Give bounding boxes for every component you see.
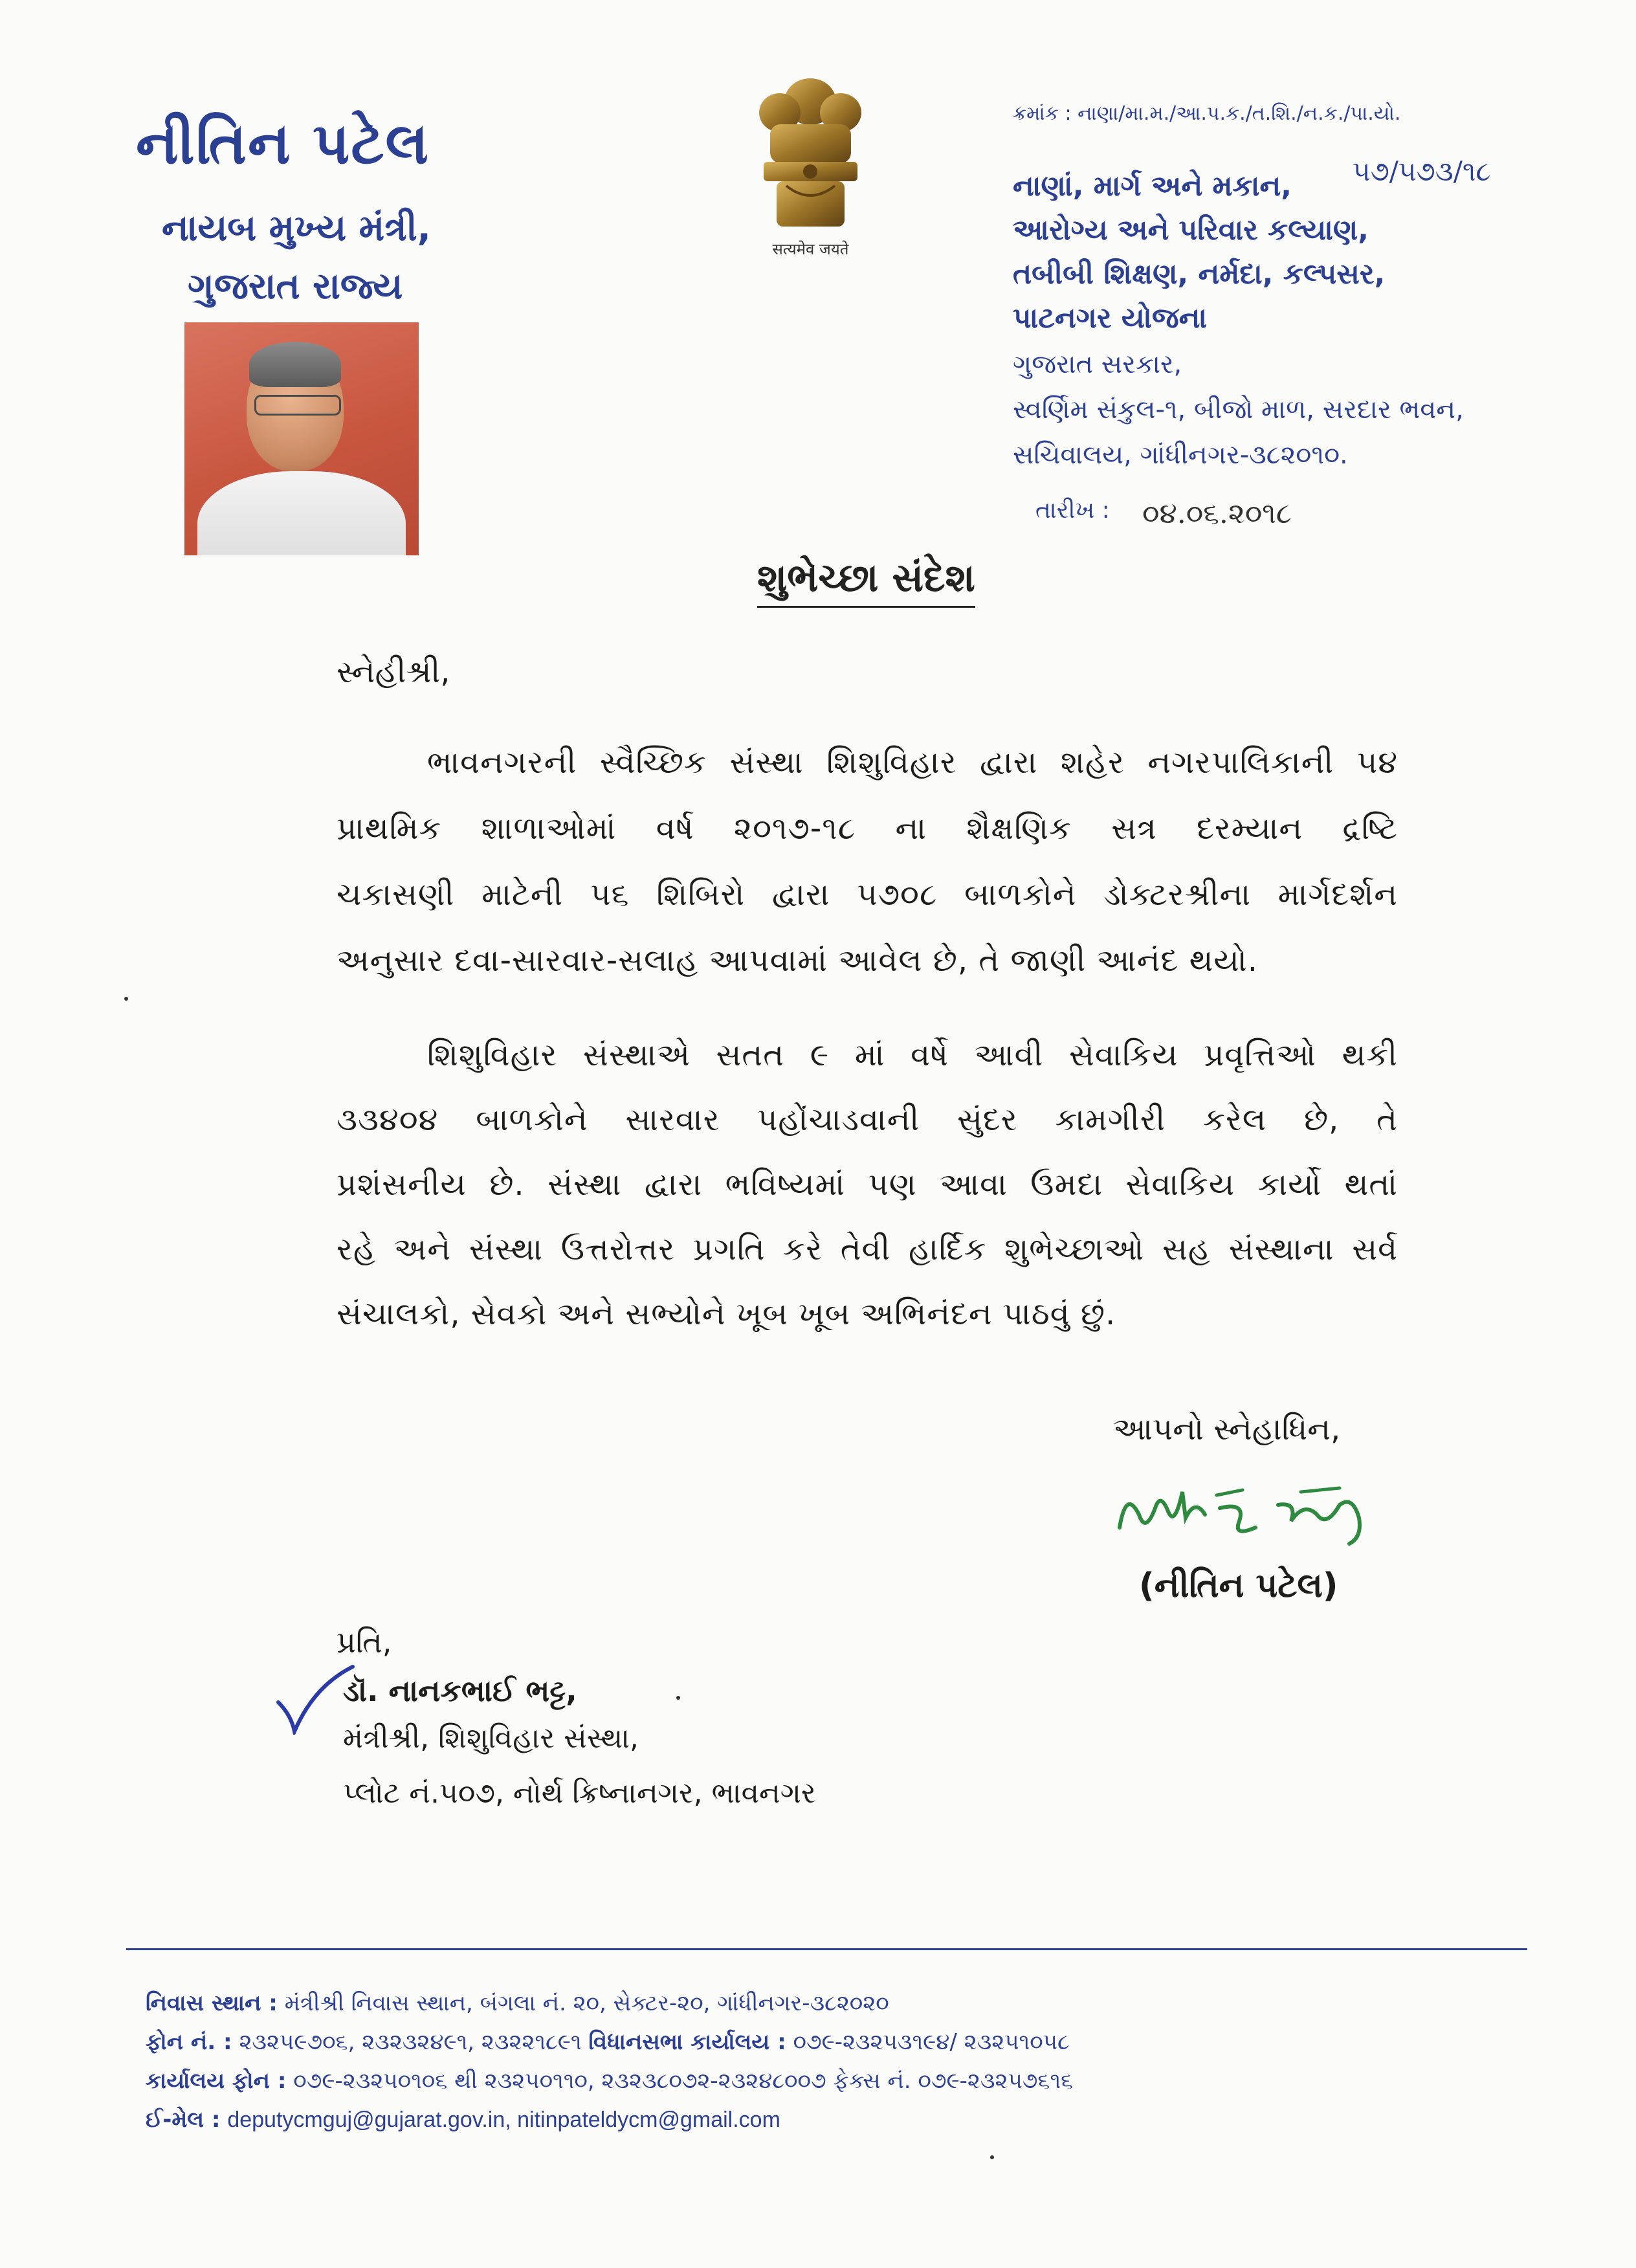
signature-icon <box>1107 1469 1404 1553</box>
recipient-name: ડૉ. નાનકભાઈ ભટ્ટ, <box>343 1673 577 1708</box>
footer-office-phone <box>146 2068 1073 2094</box>
reference-line: ક્રમાંક : નાણા/મા.મ./આ.પ.ક./ત.શિ./ન.ક./પા.યો. <box>1013 102 1401 125</box>
footer-email <box>146 2107 780 2133</box>
date-label: તારીખ : <box>1035 497 1110 524</box>
date-value: ૦૪.૦૬.૨૦૧૮ <box>1142 497 1292 530</box>
footer-value: મંત્રીશ્રી નિવાસ સ્થાન, બંગલા નં. ૨૦, સેક્ટર-૨૦, ગાંધીનગર-૩૮૨૦૨૦ <box>284 1990 889 2016</box>
minister-state: ગુજરાત રાજ્ય <box>188 265 403 307</box>
footer-value: ૦૭૯-૨૩૨૫૩૧૯૪/ ૨૩૨૫૧૦૫૮ <box>793 2029 1070 2055</box>
paragraph-line: પ્રશંસનીય છે. સંસ્થા દ્વારા ભવિષ્યમાં પણ આવા ઉમદા સેવાકિય કાર્યો થતાં <box>337 1166 1398 1203</box>
letter-subject: શુભેચ્છા સંદેશ <box>757 555 975 608</box>
footer-divider <box>126 1948 1527 1950</box>
paragraph-line: શિશુવિહાર સંસ્થાએ સતત ૯ માં વર્ષે આવી સેવાકિય પ્રવૃત્તિઓ થકી <box>427 1037 1398 1073</box>
closing: આપનો સ્નેહાધિન, <box>1113 1411 1341 1447</box>
footer-phone <box>146 2029 1070 2055</box>
footer-email-value[interactable]: deputycmguj@gujarat.gov.in, nitinpateldycm@gmail.com <box>227 2107 780 2132</box>
department-line: પાટનગર યોજના <box>1013 302 1208 335</box>
paragraph-line: ચકાસણી માટેની ૫૬ શિબિરો દ્વારા ૫૭૦૮ બાળકોને ડોક્ટરશ્રીના માર્ગદર્શન <box>337 876 1398 913</box>
paragraph-line: સંચાલકો, સેવકો અને સભ્યોને ખૂબ ખૂબ અભિનંદન પાઠવું છું. <box>337 1296 1116 1332</box>
department-line: આરોગ્ય અને પરિવાર કલ્યાણ, <box>1013 214 1369 247</box>
minister-post: નાયબ મુખ્ય મંત્રી, <box>162 207 431 249</box>
scan-speck <box>676 1696 680 1700</box>
scan-speck <box>990 2155 994 2159</box>
minister-photo <box>184 322 419 555</box>
paragraph-line: ભાવનગરની સ્વૈચ્છિક સંસ્થા શિશુવિહાર દ્વારા શહેર નગરપાલિકાની ૫૪ <box>427 744 1398 781</box>
recipient-line: મંત્રીશ્રી, શિશુવિહાર સંસ્થા, <box>343 1722 639 1755</box>
minister-name: નીતિન પટેલ <box>136 110 430 177</box>
recipient-line: પ્લોટ નં.૫૦૭, નોર્થ ક્રિષ્નાનગર, ભાવનગર <box>343 1777 816 1810</box>
paragraph-line: પ્રાથમિક શાળાઓમાં વર્ષ ૨૦૧૭-૧૮ ના શૈક્ષણિક સત્ર દરમ્યાન દ્રષ્ટિ <box>337 810 1398 847</box>
footer-label: કાર્યાલય ફોન : <box>146 2068 287 2094</box>
address-line: સચિવાલય, ગાંધીનગર-૩૮૨૦૧૦. <box>1013 440 1348 470</box>
paragraph-line: રહે અને સંસ્થા ઉત્તરોત્તર પ્રગતિ કરે તેવી હાર્દિક શુભેચ્છાઓ સહ સંસ્થાના સર્વ <box>337 1231 1398 1267</box>
to-label: પ્રતિ, <box>337 1625 392 1660</box>
scan-speck <box>124 997 128 1001</box>
paragraph-line: ૩૩૪૦૪ બાળકોને સારવાર પહોંચાડવાની સુંદર કામગીરી કરેલ છે, તે <box>337 1102 1398 1138</box>
salutation: સ્નેહીશ્રી, <box>337 654 450 690</box>
footer-label: નિવાસ સ્થાન : <box>146 1990 278 2016</box>
footer-label: ઈ-મેલ : <box>146 2107 221 2133</box>
footer-residence <box>146 1990 889 2016</box>
address-line: ગુજરાત સરકાર, <box>1013 350 1182 379</box>
emblem-motto: सत्यमेव जयते <box>772 240 849 258</box>
department-line: નાણાં, માર્ગ અને મકાન, <box>1013 170 1292 203</box>
footer-value: ૨૩૨૫૯૭૦૬, ૨૩૨૩૨૪૯૧, ૨૩૨૨૧૮૯૧ <box>239 2029 582 2055</box>
signatory-name: (નીતિન પટેલ) <box>1139 1566 1338 1605</box>
reference-number: ૫૭/૫૭૩/૧૮ <box>1353 155 1491 187</box>
paragraph-line: અનુસાર દવા-સારવાર-સલાહ આપવામાં આવેલ છે, તે જાણી આનંદ થયો. <box>337 942 1258 979</box>
department-line: તબીબી શિક્ષણ, નર્મદા, કલ્પસર, <box>1013 258 1386 291</box>
footer-label: વિધાનસભા કાર્યાલય : <box>588 2029 786 2055</box>
footer-value: ૦૭૯-૨૩૨૫૦૧૦૬ થી ૨૩૨૫૦૧૧૦, ૨૩૨૩૮૦૭૨-૨૩૨૪૮૦૦૭ ફેક્સ નં. ૦૭૯-૨૩૨૫૭૬૧૬ <box>293 2068 1074 2094</box>
footer-label: ફોન નં. : <box>146 2029 232 2055</box>
national-emblem-icon <box>754 72 867 234</box>
address-line: સ્વર્ણિમ સંકુલ-૧, બીજો માળ, સરદાર ભવન, <box>1013 395 1464 425</box>
